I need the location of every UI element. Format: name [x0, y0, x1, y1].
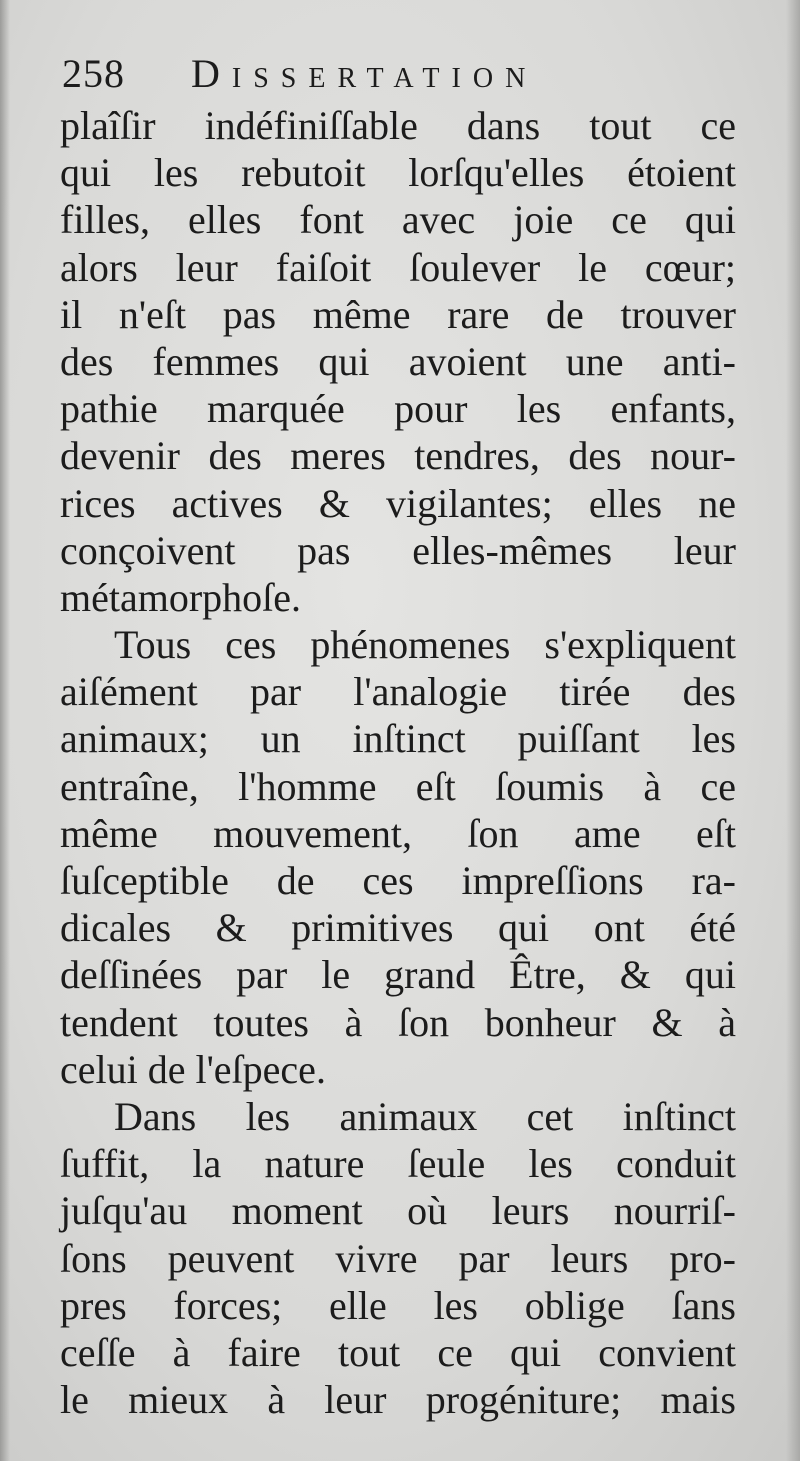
text-line: des femmes qui avoient une anti-: [60, 338, 736, 384]
text-line: pathie marquée pour les enfants,: [60, 386, 736, 432]
text-line: animaux; un inſtinct puiſſant les: [60, 716, 736, 762]
text-line: tendent toutes à ſon bonheur & à: [60, 999, 736, 1045]
text-line: qui les rebutoit lorſqu'elles étoient: [60, 150, 736, 196]
page-header: [62, 46, 762, 102]
running-title: Dissertation: [191, 51, 538, 96]
text-line: aiſément par l'analogie tirée des: [60, 669, 736, 715]
text-line: ceſſe à faire tout ce qui convient: [60, 1329, 736, 1375]
text-line: pres forces; elle les oblige ſans: [60, 1282, 736, 1328]
text-line: ſuffit, la nature ſeule les conduit: [60, 1141, 736, 1187]
text-line: ſons peuvent vivre par leurs pro-: [60, 1235, 736, 1281]
text-line: métamorphoſe.: [60, 574, 302, 620]
paragraph-2: [60, 621, 736, 1093]
text-line: alors leur faiſoit ſoulever le cœur;: [60, 244, 736, 290]
text-line: même mouvement, ſon ame eſt: [60, 810, 736, 856]
text-line: devenir des meres tendres, des nour-: [60, 433, 736, 479]
paragraph-1: [60, 102, 736, 621]
body-text: [60, 102, 736, 1423]
text-line: Dans les animaux cet inſtinct: [114, 1093, 736, 1139]
text-line: filles, elles font avec joie ce qui: [60, 197, 736, 243]
text-line: rices actives & vigilantes; elles ne: [60, 480, 736, 526]
paragraph-3: [60, 1093, 736, 1423]
page-number: 258: [62, 51, 125, 96]
text-line: juſqu'au moment où leurs nourriſ-: [60, 1188, 736, 1234]
text-line: ſuſceptible de ces impreſſions ra-: [60, 858, 736, 903]
text-line: le mieux à leur progéniture; mais: [60, 1377, 736, 1423]
text-line: Tous ces phénomenes s'expliquent: [114, 622, 736, 668]
text-line: dicales & primitives qui ont été: [60, 905, 736, 951]
text-line: celui de l'eſpece.: [60, 1046, 326, 1092]
text-line: conçoivent pas elles-mêmes leur: [60, 527, 736, 573]
text-line: deſſinées par le grand Être, & qui: [60, 952, 736, 998]
text-line: plaîſir indéfiniſſable dans tout ce: [60, 103, 736, 148]
text-line: il n'eſt pas même rare de trouver: [60, 291, 736, 337]
text-line: entraîne, l'homme eſt ſoumis à ce: [60, 763, 736, 809]
